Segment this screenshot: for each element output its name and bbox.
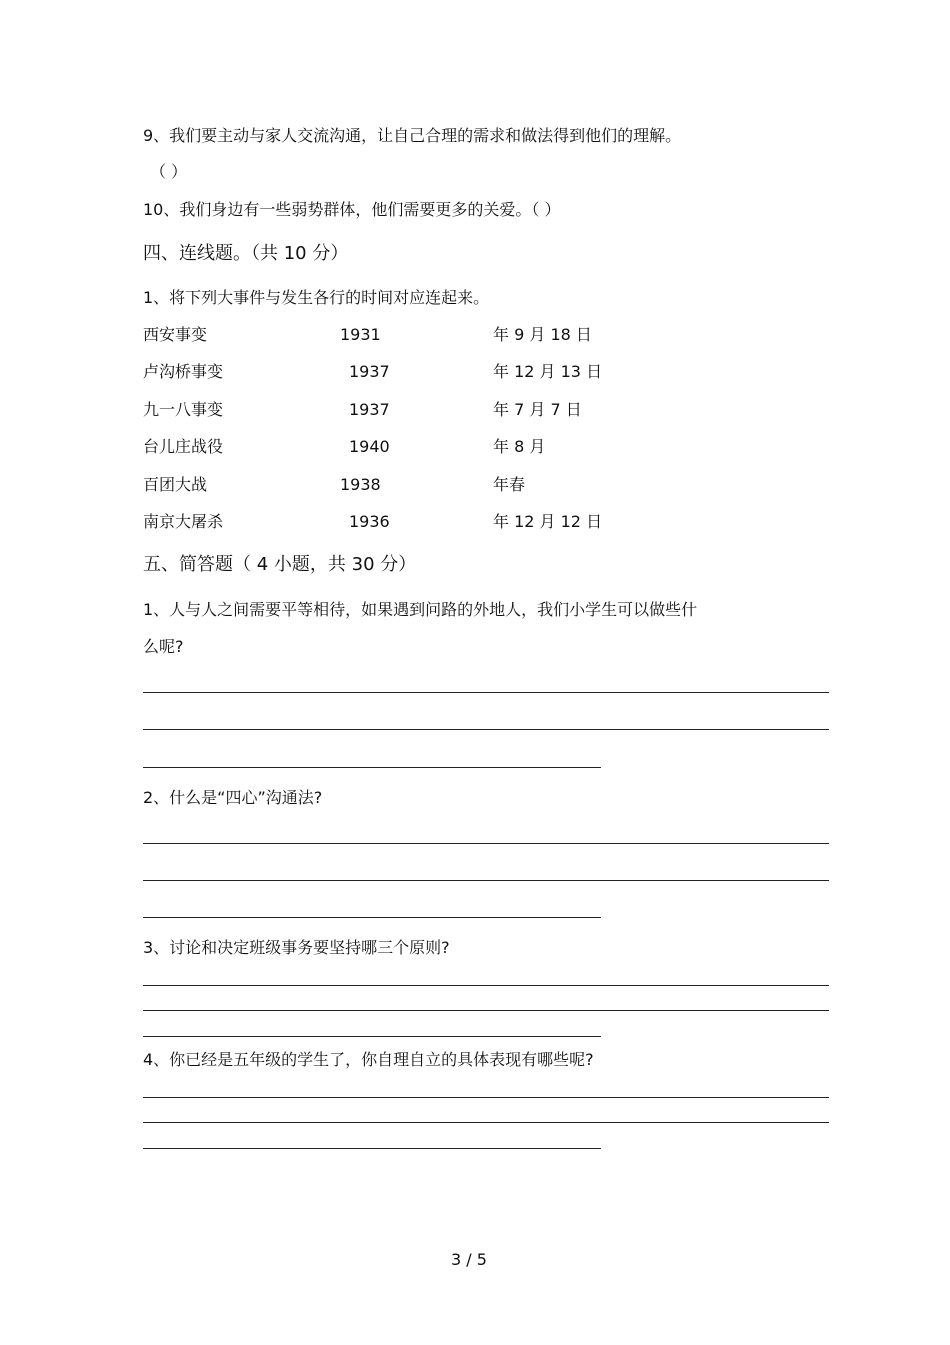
event-date: 年 12 月 13 日 bbox=[493, 362, 603, 381]
short-answer-question-1: 1、人与人之间需要平等相待，如果遇到问路的外地人，我们小学生可以做些什 bbox=[143, 600, 698, 619]
answer-line bbox=[143, 1097, 829, 1098]
event-year: 1937 bbox=[349, 362, 390, 381]
section-4-question-1: 1、将下列大事件与发生各行的时间对应连起来。 bbox=[143, 288, 490, 307]
event-year: 1931 bbox=[340, 325, 381, 344]
question-10: 10、我们身边有一些弱势群体，他们需要更多的关爱。（ ） bbox=[143, 200, 561, 219]
question-9: 9、我们要主动与家人交流沟通，让自己合理的需求和做法得到他们的理解。 bbox=[143, 126, 682, 145]
event-year: 1937 bbox=[349, 400, 390, 419]
answer-line bbox=[143, 1122, 829, 1123]
page-number: 3 / 5 bbox=[451, 1250, 487, 1269]
answer-line bbox=[143, 1036, 601, 1037]
answer-line bbox=[143, 1148, 601, 1149]
event-year: 1936 bbox=[349, 512, 390, 531]
event-date: 年 9 月 18 日 bbox=[493, 325, 592, 344]
event-name: 九一八事变 bbox=[143, 400, 224, 419]
answer-line bbox=[143, 692, 829, 693]
event-name: 卢沟桥事变 bbox=[143, 362, 224, 381]
event-name: 西安事变 bbox=[143, 325, 208, 344]
answer-line bbox=[143, 985, 829, 986]
event-year: 1940 bbox=[349, 437, 390, 456]
answer-line bbox=[143, 729, 829, 730]
answer-line bbox=[143, 767, 601, 768]
section-4-heading: 四、连线题。（共 10 分） bbox=[143, 243, 349, 264]
event-date: 年 12 月 12 日 bbox=[493, 512, 603, 531]
event-date: 年 8 月 bbox=[493, 437, 546, 456]
answer-line bbox=[143, 880, 829, 881]
answer-blank-9: （ ） bbox=[150, 162, 188, 181]
answer-line bbox=[143, 917, 601, 918]
event-name: 南京大屠杀 bbox=[143, 512, 224, 531]
short-answer-question-3: 3、讨论和决定班级事务要坚持哪三个原则? bbox=[143, 938, 450, 957]
short-answer-question-2: 2、什么是“四心”沟通法? bbox=[143, 788, 323, 807]
short-answer-question-4: 4、你已经是五年级的学生了，你自理自立的具体表现有哪些呢? bbox=[143, 1050, 594, 1069]
section-5-heading: 五、简答题（ 4 小题，共 30 分） bbox=[143, 554, 417, 575]
event-name: 台儿庄战役 bbox=[143, 437, 224, 456]
event-year: 1938 bbox=[340, 475, 381, 494]
answer-line bbox=[143, 843, 829, 844]
answer-line bbox=[143, 1010, 829, 1011]
event-date: 年 7 月 7 日 bbox=[493, 400, 582, 419]
short-answer-question-1-cont: 么呢? bbox=[143, 637, 184, 656]
event-date: 年春 bbox=[493, 475, 526, 494]
event-name: 百团大战 bbox=[143, 475, 208, 494]
